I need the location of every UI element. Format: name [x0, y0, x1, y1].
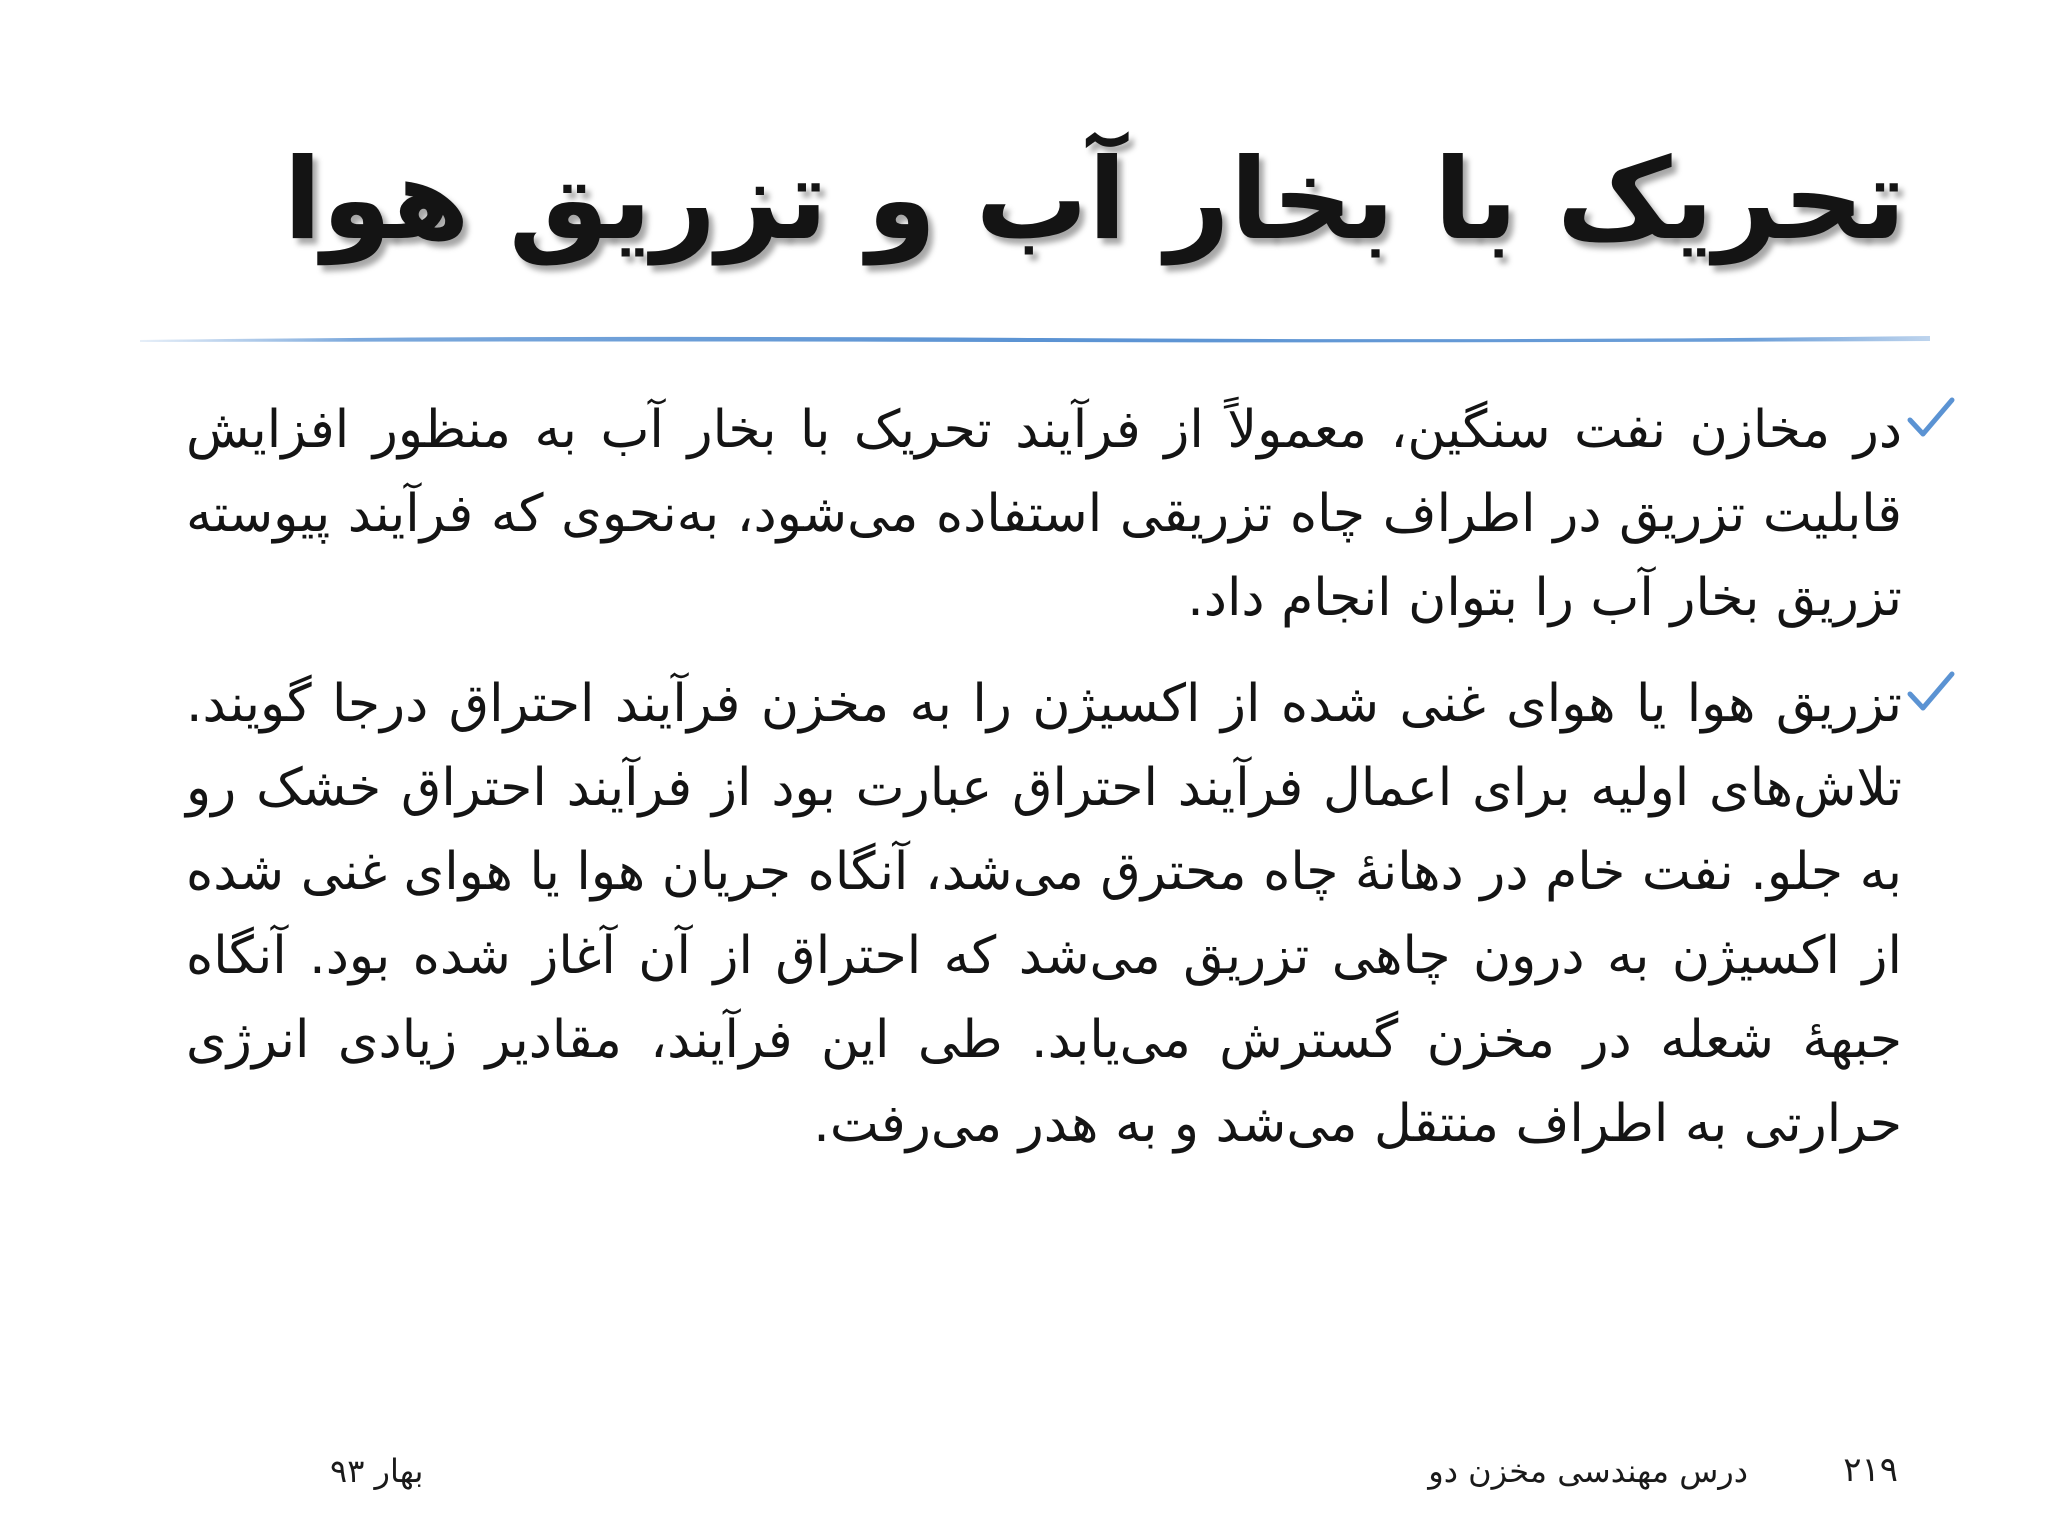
slide-title: تحریک با بخار آب و تزریق هوا: [283, 135, 1906, 265]
title-underline: [140, 332, 1930, 344]
check-icon: [1906, 394, 1956, 444]
course-name: درس مهندسی مخزن دو: [1428, 1452, 1748, 1490]
check-icon: [1906, 668, 1956, 718]
bullet-item: [186, 662, 1956, 1166]
term-label: بهار ۹۳: [330, 1452, 424, 1490]
bullet-text: تزریق هوا یا هوای غنی شده از اکسیژن را به مخزن فرآیند احتراق درجا گویند. تلاش‌های اولیه برای اعمال فرآیند احتراق عبارت بود از فرآیند احتراق خشک رو به جلو. نفت خام در دهانۀ چاه محترق می‌شد، آنگاه جریان هوا یا هوای غنی شده از اکسیژن به درون چاهی تزریق می‌شد که احتراق از آن آغاز شده بود. آنگاه جبهۀ شعله در مخزن گسترش می‌یابد. طی این فرآیند، مقادیر زیادی انرژی حرارتی به اطراف منتقل می‌شد و به هدر می‌رفت.: [186, 674, 1902, 1154]
bullet-item: [186, 388, 1956, 640]
bullet-list: [186, 388, 1956, 1188]
bullet-text: در مخازن نفت سنگین، معمولاً از فرآیند تحریک با بخار آب به منظور افزایش قابلیت تزریق در اطراف چاه تزریقی استفاده می‌شود، به‌نحوی که فرآیند پیوسته تزریق بخار آب را بتوان انجام داد.: [186, 400, 1902, 628]
page-number: ۲۱۹: [1843, 1450, 1898, 1490]
